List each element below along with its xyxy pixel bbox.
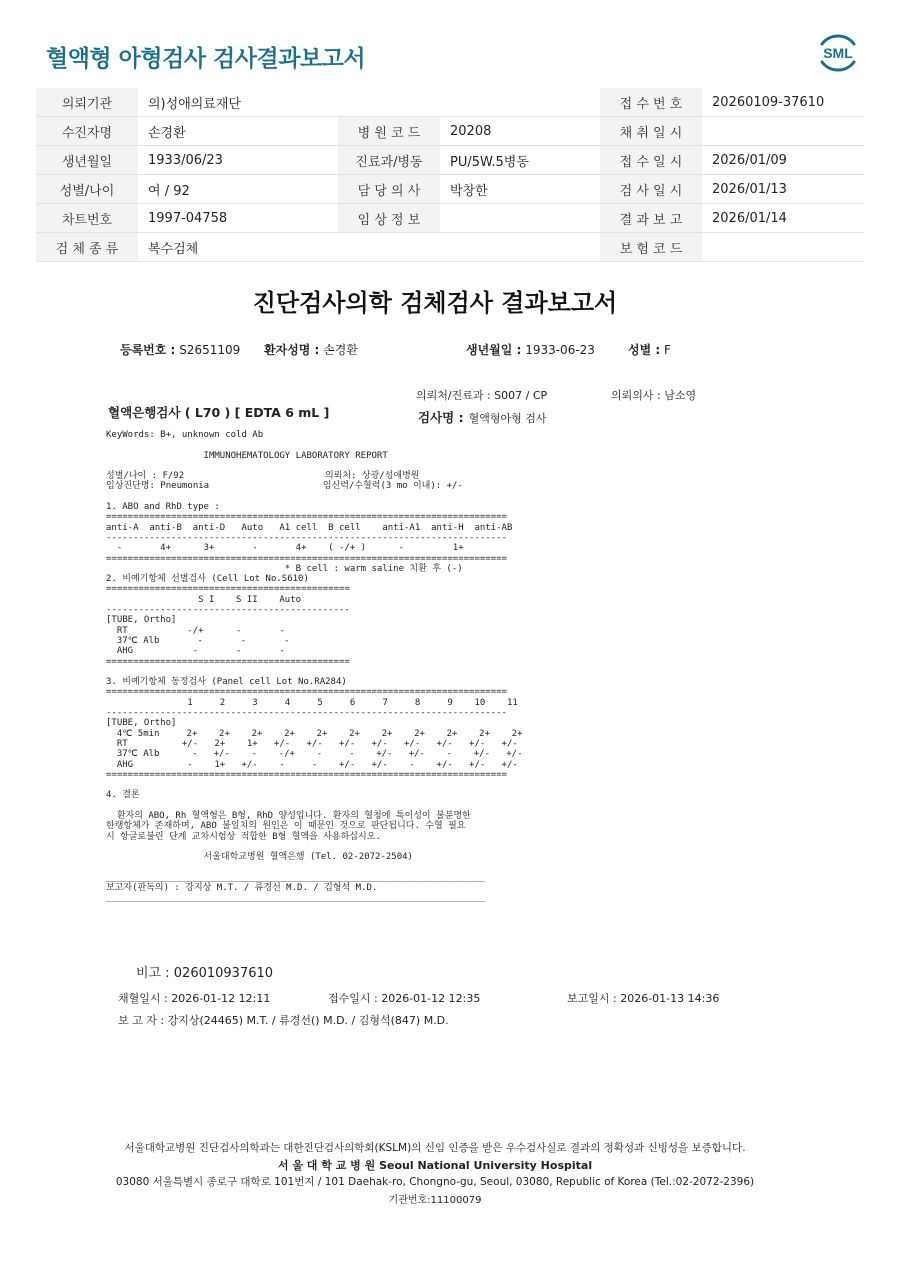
- info-label: 접 수 일 시: [600, 146, 702, 175]
- info-row: [36, 175, 864, 204]
- dob-label: 생년월일 :: [466, 343, 522, 357]
- info-label: 진료과/병동: [338, 146, 440, 175]
- info-label: 결 과 보 고: [600, 204, 702, 233]
- sex-label: 성별 :: [628, 343, 661, 357]
- footer-certification: 서울대학교병원 진단검사의학과는 대한진단검사의학회(KSLM)의 신임 인증을 받은 우수검사실로 결과의 정확성과 신빙성을 보증합니다.: [124, 1142, 746, 1154]
- report-heading: 진단검사의학 검체검사 결과보고서: [252, 289, 618, 317]
- info-value: 20208: [440, 117, 600, 146]
- info-value: 손경환: [138, 117, 338, 146]
- test-name-value: 혈액형아형 검사: [468, 412, 547, 425]
- info-row: [36, 233, 864, 262]
- test-name: [418, 407, 547, 426]
- info-value: 박창한: [440, 175, 600, 204]
- reporters: [118, 1012, 449, 1028]
- test-name-label: 검사명 :: [418, 410, 464, 425]
- info-value: 20260109-37610: [702, 88, 864, 117]
- report-label: 보고일시 :: [567, 992, 617, 1005]
- info-label: 접 수 번 호: [600, 88, 702, 117]
- sml-logo: [814, 30, 862, 76]
- info-label: 담 당 의 사: [338, 175, 440, 204]
- reporter-value: 강지상(24465) M.T. / 류경선() M.D. / 김형석(847) M.D.: [167, 1014, 449, 1027]
- reg-value: S2651109: [179, 343, 241, 357]
- patient-label: 환자성명 :: [264, 343, 320, 357]
- remarks: [136, 962, 273, 981]
- info-value: [702, 233, 864, 262]
- info-row: [36, 146, 864, 175]
- footer-hospital-name: 서 울 대 학 교 병 원 Seoul National University Hospital: [277, 1159, 593, 1172]
- sex-value: F: [664, 343, 671, 357]
- info-value: [702, 117, 864, 146]
- info-value: 2026/01/13: [702, 175, 864, 204]
- info-label: 보 험 코 드: [600, 233, 702, 262]
- info-label: 검 체 종 류: [36, 233, 138, 262]
- registration-number: [120, 341, 240, 358]
- info-value: 2026/01/09: [702, 146, 864, 175]
- collect-label: 채혈일시 :: [118, 992, 168, 1005]
- info-label: 생년월일: [36, 146, 138, 175]
- footer-institution-number: 기관번호:11100079: [388, 1195, 482, 1206]
- lab-report-text: KeyWords: B+, unknown cold Ab IMMUNOHEMATOLOGY LABORATORY REPORT 성별/나이 : F/92 의뢰처: 상광/성애병원 임상진단명: Pneumonia 임신력/수혈력(3 mo 이내): +/- 1. ABO and RhD type : ========================================================================== anti-A anti-B anti-D Auto A1 cell B cell anti-A1 anti-H anti-AB -------------------------------------------------------------------------- - 4+ 3+ - 4+ ( -/+ ) - 1+ ========================================================================== * B cell : warm saline 치환 후 (-) 2. 비예기항체 선별검사 (Cell Lot No.S610) ============================================= S I S II Auto --------------------------------------------- [TUBE, Ortho] RT -/+ - - 37℃ Alb - - - AHG - - - ============================================= 3. 비예기항체 동정검사 (Panel cell Lot No.RA284) ========================================================================== 1 2 3 4 5 6 7 8 9 10 11 -------------------------------------------------------------------------- [TUBE, Ortho] 4℃ 5min 2+ 2+ 2+ 2+ 2+ 2+ 2+ 2+ 2+ 2+ 2+ RT +/- 2+ 1+ +/- +/- +/- +/- +/- +/- +/- +/- 37℃ Alb - +/- - -/+ - - +/- +/- - +/- +/- AHG - 1+ +/- - - +/- +/- - +/- +/- +/- ========================================================================== 4. 결론 환자의 ABO, Rh 혈액형은 B형, RhD 양성입니다. 환자의 혈청에 특이성이 불분명한 한랭항체가 존재하며, ABO 불일치의 원인은 이 때문인 것으로 판단됩니다. 수혈 필요 시 항글로불린 단계 교차시험상 적합한 B형 혈액을 사용하십시오. 서울대학교병원 혈액은행 (Tel. 02-2072-2504) ______________________________________________________________________ 보고자(판독의) : 강지상 M.T. / 류경선 M.D. / 김형석 M.D. ______________________________________________________________________: [106, 430, 523, 904]
- dob-value: 1933-06-23: [525, 343, 595, 357]
- info-label: 수진자명: [36, 117, 138, 146]
- test-code: 혈액은행검사 ( L70 ) [ EDTA 6 mL ]: [108, 405, 330, 420]
- reporter-label: 보 고 자 :: [118, 1014, 165, 1027]
- info-value: [440, 204, 600, 233]
- info-label: 채 취 일 시: [600, 117, 702, 146]
- collect-value: 2026-01-12 12:11: [171, 992, 271, 1005]
- info-row: [36, 88, 864, 117]
- reg-label: 등록번호 :: [120, 343, 176, 357]
- receipt-time: [328, 990, 480, 1006]
- client-line: 의뢰처/진료과 : S007 / CP: [416, 389, 548, 402]
- info-value: 1933/06/23: [138, 146, 338, 175]
- info-value: 1997-04758: [138, 204, 338, 233]
- info-label: 병 원 코 드: [338, 117, 440, 146]
- info-value: 여 / 92: [138, 175, 338, 204]
- sex: [628, 341, 671, 358]
- report-value: 2026-01-13 14:36: [620, 992, 720, 1005]
- footer-address: 03080 서울특별시 종로구 대학로 101번지 / 101 Daehak-ro, Chongno-gu, Seoul, 03080, Republic of Korea (Tel.:02-2072-2396): [115, 1176, 755, 1188]
- patient-value: 손경환: [323, 343, 358, 357]
- doctor-line: 의뢰의사 : 남소영: [611, 389, 697, 402]
- info-value: 복수검체: [138, 233, 600, 262]
- collection-time: [118, 990, 270, 1006]
- info-label: 차트번호: [36, 204, 138, 233]
- receive-value: 2026-01-12 12:35: [381, 992, 481, 1005]
- remarks-label: 비고 :: [136, 966, 170, 981]
- birth-date: [466, 341, 595, 358]
- info-value: 2026/01/14: [702, 204, 864, 233]
- info-row: [36, 117, 864, 146]
- report-time: [567, 990, 719, 1006]
- receive-label: 접수일시 :: [328, 992, 378, 1005]
- info-value: PU/5W.5병동: [440, 146, 600, 175]
- logo-text: SML: [823, 45, 853, 61]
- info-label: 검 사 일 시: [600, 175, 702, 204]
- info-label: 성별/나이: [36, 175, 138, 204]
- patient-info-table: [36, 88, 864, 262]
- patient-name: [264, 341, 358, 358]
- info-row: [36, 204, 864, 233]
- info-label: 임 상 정 보: [338, 204, 440, 233]
- report-title: 혈액형 아형검사 검사결과보고서: [46, 46, 366, 72]
- info-label: 의뢰기관: [36, 88, 138, 117]
- lab-report-body: [106, 430, 546, 904]
- info-value: 의)성애의료재단: [138, 88, 600, 117]
- remarks-value: 026010937610: [173, 966, 274, 981]
